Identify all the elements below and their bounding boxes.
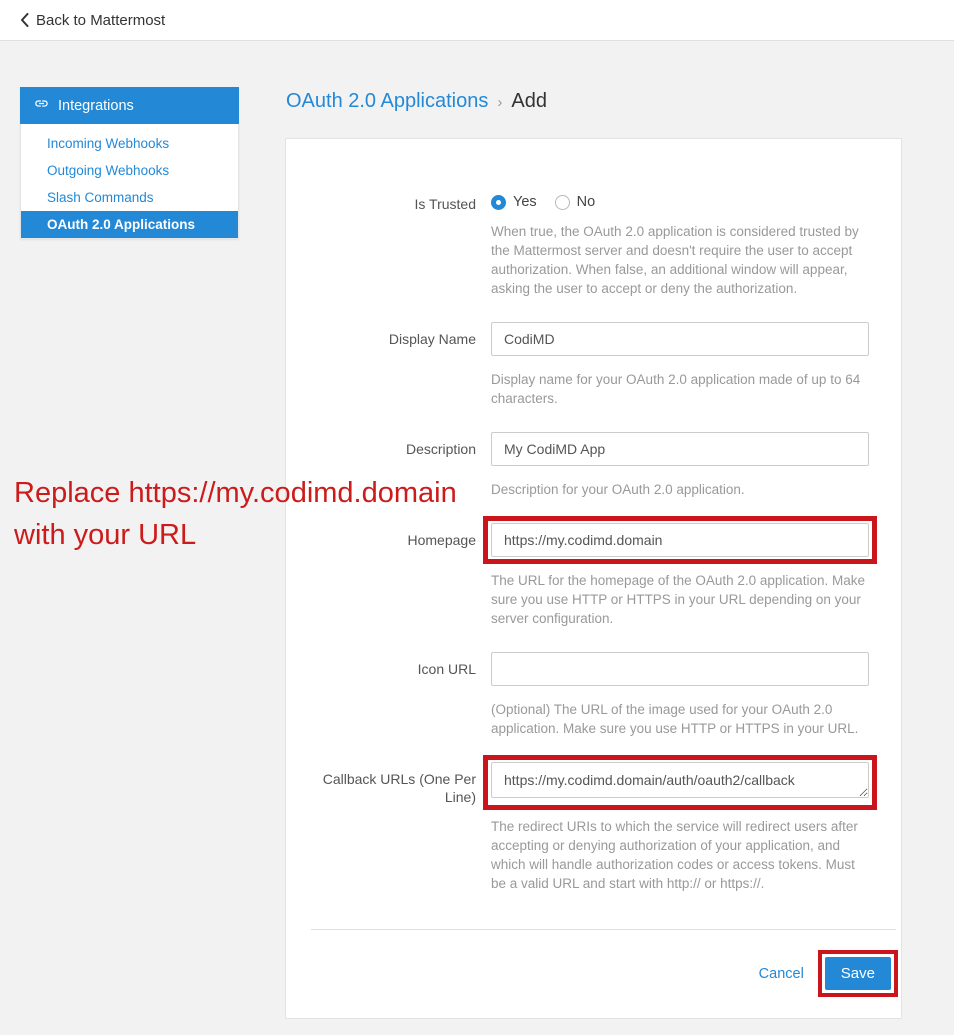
homepage-input[interactable]	[491, 523, 869, 557]
description-label: Description	[405, 441, 476, 457]
footer-actions	[286, 957, 901, 990]
back-link-label: Back to Mattermost	[36, 11, 166, 29]
description-row	[286, 432, 901, 523]
homepage-help-text: The URL for the homepage of the OAuth 2.0 application. Make sure you use HTTP or HTTPS in your URL depending on your server configuration.	[491, 573, 865, 626]
sidebar-header-integrations[interactable]	[20, 87, 239, 124]
display-name-row	[286, 322, 901, 432]
radio-unselected-icon	[555, 195, 570, 210]
homepage-label: Homepage	[407, 532, 476, 548]
display-name-label: Display Name	[388, 331, 476, 347]
cancel-button[interactable]: Cancel	[758, 965, 804, 982]
display-name-help-text: Display name for your OAuth 2.0 application made of up to 64 characters.	[491, 372, 861, 406]
icon-url-row	[286, 652, 901, 762]
is-trusted-yes-label: Yes	[513, 194, 537, 210]
back-chevron-icon	[20, 13, 29, 27]
homepage-row	[286, 523, 901, 652]
is-trusted-help-text: When true, the OAuth 2.0 application is considered trusted by the Mattermost server and doesn't require the user to accept authorization. When false, an additional window will appear, asking the user to accept or deny the authorization.	[491, 224, 859, 296]
icon-url-input[interactable]	[491, 652, 869, 686]
annotation-line-2: with your URL	[14, 519, 197, 551]
save-button[interactable]: Save	[825, 957, 891, 990]
description-input[interactable]	[491, 432, 869, 466]
callback-urls-help-text: The redirect URIs to which the service will redirect users after accepting or denying authorization of your application, and which will handle authorization codes or access tokens. Must be a valid URL and start with http:// or https://.	[491, 819, 858, 891]
icon-url-label: Icon URL	[417, 661, 476, 677]
callback-urls-label: Callback URLs (One Per Line)	[322, 771, 476, 806]
back-to-mattermost-link[interactable]	[20, 12, 165, 29]
breadcrumb-separator-icon: ›	[497, 94, 503, 111]
callback-urls-row	[286, 762, 901, 893]
is-trusted-no-label: No	[576, 194, 596, 210]
icon-url-help-text: (Optional) The URL of the image used for your OAuth 2.0 application. Make sure you use HTTP or HTTPS in your URL.	[491, 702, 859, 736]
sidebar-item-slash-commands[interactable]: Slash Commands	[47, 190, 154, 205]
sidebar-header-label: Integrations	[58, 97, 134, 114]
is-trusted-row	[286, 187, 901, 322]
description-help-text: Description for your OAuth 2.0 application.	[491, 482, 745, 497]
sidebar-item-oauth-applications[interactable]: OAuth 2.0 Applications	[21, 211, 238, 238]
oauth-add-form-panel	[285, 138, 902, 1019]
breadcrumb-oauth-applications-link[interactable]: OAuth 2.0 Applications	[286, 90, 489, 112]
sidebar-item-incoming-webhooks[interactable]: Incoming Webhooks	[47, 136, 170, 151]
display-name-input[interactable]	[491, 322, 869, 356]
radio-selected-icon	[491, 195, 506, 210]
sidebar-menu	[20, 124, 239, 239]
callback-urls-textarea[interactable]	[491, 762, 869, 798]
sidebar-item-outgoing-webhooks[interactable]: Outgoing Webhooks	[47, 163, 170, 178]
is-trusted-no-option[interactable]	[555, 194, 596, 210]
breadcrumb	[286, 90, 547, 113]
annotation-line-1: Replace https://my.codimd.domain	[14, 477, 457, 509]
breadcrumb-current-page: Add	[511, 90, 547, 112]
integrations-sidebar	[20, 87, 239, 239]
is-trusted-yes-option[interactable]	[491, 194, 537, 210]
is-trusted-label: Is Trusted	[414, 196, 476, 212]
is-trusted-radio-group	[491, 187, 869, 210]
footer-divider	[311, 929, 896, 930]
top-header-bar	[0, 0, 954, 41]
link-icon	[34, 96, 49, 115]
